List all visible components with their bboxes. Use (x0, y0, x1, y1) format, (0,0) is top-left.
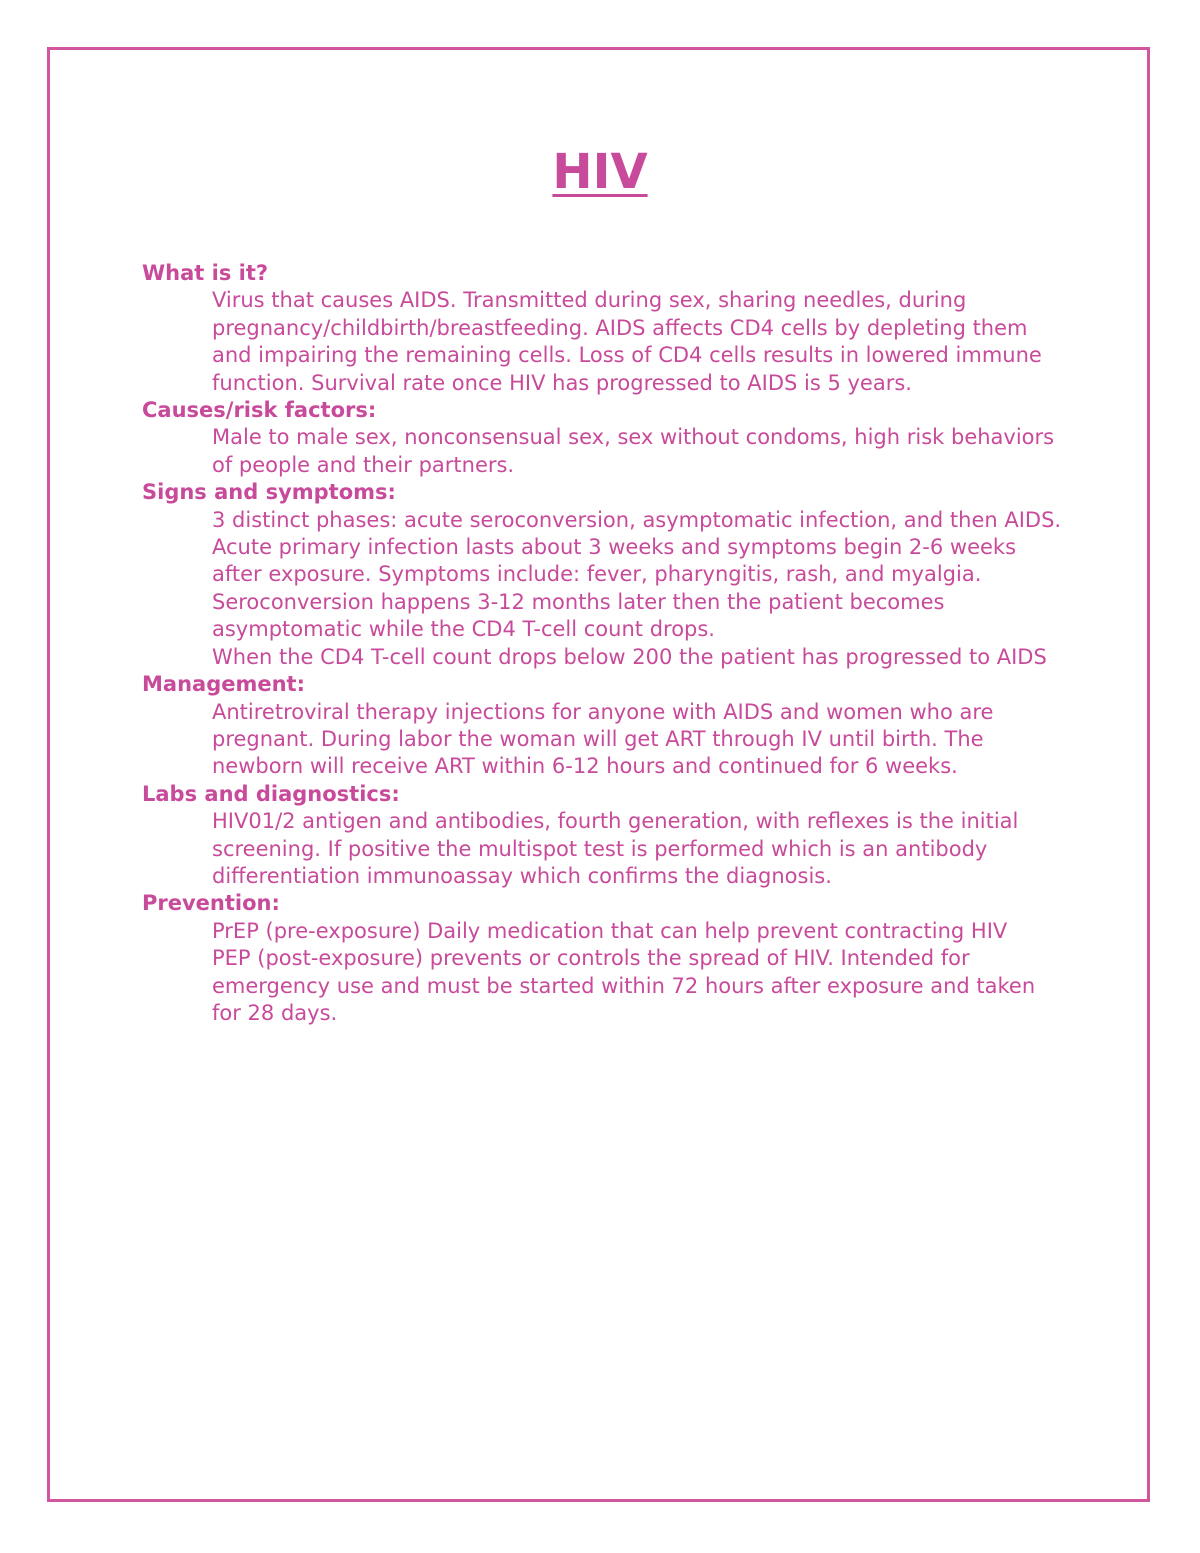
section-paragraph: Virus that causes AIDS. Transmitted during sex, sharing needles, during pregnancy/childbirth/breastfeeding. AIDS affects CD4 cells by depleting them and impairing the remaining cells. Loss of CD4 cells results in lowered immune function. Survival rate once HIV has progressed to AIDS is 5 years. (212, 288, 1042, 395)
section-paragraph: When the CD4 T-cell count drops below 200 the patient has progressed to AIDS (212, 644, 1047, 669)
section-paragraph: Seroconversion happens 3-12 months later then the patient becomes asymptomatic while the CD4 T-cell count drops. (212, 589, 945, 642)
section-heading-causes: Causes/risk factors: (142, 398, 377, 423)
section-paragraph: PrEP (pre-exposure) Daily medication that can help prevent contracting HIV (212, 918, 1008, 943)
section-paragraph: Male to male sex, nonconsensual sex, sex without condoms, high risk behaviors of people and their partners. (212, 425, 1055, 477)
section-paragraph: Antiretroviral therapy injections for anyone with AIDS and women who are pregnant. During labor the woman will get ART through IV until birth. The newborn will receive ART within 6-12 hours and continued for 6 weeks. (212, 699, 994, 779)
document-title: HIV (552, 144, 648, 200)
section-heading-prevention: Prevention: (142, 891, 280, 916)
section-paragraph: Acute primary infection lasts about 3 weeks and symptoms begin 2-6 weeks after exposure. Symptoms include: fever, pharyngitis, rash, and myalgia. (212, 535, 1017, 587)
section-heading-management: Management: (142, 672, 305, 697)
section-heading-signs: Signs and symptoms: (142, 480, 396, 505)
section-heading-labs: Labs and diagnostics: (142, 781, 400, 806)
section-paragraph: PEP (post-exposure) prevents or controls the spread of HIV. Intended for emergency use and must be started within 72 hours after exposure and taken for 28 days. (212, 946, 1036, 1025)
section-paragraph: 3 distinct phases: acute seroconversion, asymptomatic infection, and then AIDS. (212, 507, 1062, 532)
document-body (142, 260, 1067, 1027)
section-paragraph: HIV01/2 antigen and antibodies, fourth generation, with reflexes is the initial screening. If positive the multispot test is performed which is an antibody differentiation immunoassay which confirms the diagnosis. (212, 809, 1019, 888)
section-heading-what: What is it? (142, 261, 269, 285)
